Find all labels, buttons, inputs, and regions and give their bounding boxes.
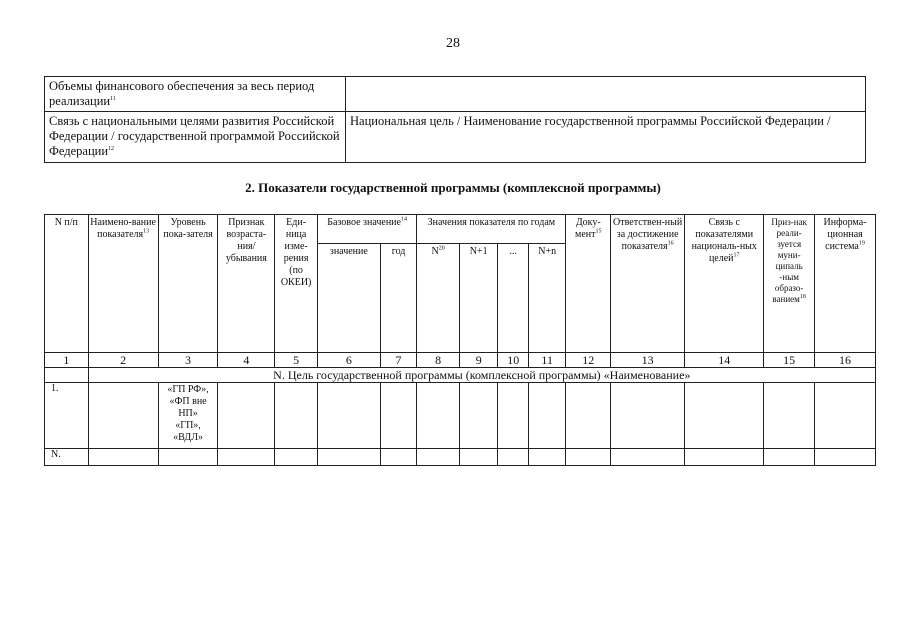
goal-row-title: N. Цель государственной программы (комплексной программы) «Наименование» <box>88 368 875 383</box>
table-cell <box>611 383 685 449</box>
col-header-national-link-text: Связь с показателями националь-ных целей <box>691 217 757 264</box>
col-header-number: N п/п <box>45 215 89 353</box>
table-cell <box>764 449 815 466</box>
column-numbers-row <box>45 353 876 368</box>
info-label <box>45 77 346 112</box>
column-number: 13 <box>611 353 685 368</box>
col-header-responsible-text: Ответствен-ный за достижение показателя <box>613 217 683 252</box>
level-value: «ФП вне НП» <box>169 396 207 419</box>
table-cell <box>417 449 460 466</box>
table-cell <box>764 383 815 449</box>
table-cell <box>685 383 764 449</box>
column-number: 3 <box>158 353 218 368</box>
footnote-ref: 20 <box>438 245 445 252</box>
col-header-level: Уровень пока-зателя <box>158 215 218 353</box>
footnote-ref: 11 <box>110 95 116 102</box>
row-number: 1. <box>45 383 89 449</box>
info-label <box>45 112 346 163</box>
footnote-ref: 19 <box>858 240 865 247</box>
table-cell <box>417 383 460 449</box>
table-cell <box>88 449 158 466</box>
col-header-year-n <box>417 244 460 353</box>
col-header-year-dots: ... <box>498 244 528 353</box>
col-header-values-group: Значения показателя по годам <box>417 215 566 244</box>
col-header-document <box>566 215 611 353</box>
column-number: 1 <box>45 353 89 368</box>
goal-row <box>45 368 876 383</box>
col-header-document-text: Доку-мент <box>575 217 601 240</box>
footnote-ref: 16 <box>667 240 674 247</box>
column-number: 15 <box>764 353 815 368</box>
table-cell <box>498 449 528 466</box>
info-value: Национальная цель / Наименование государственной программы Российской Федерации / <box>346 112 866 163</box>
section-title: 2. Показатели государственной программы (комплексной программы) <box>245 180 661 195</box>
level-value: «ГП», <box>175 420 201 431</box>
table-row <box>45 383 876 449</box>
table-cell <box>218 383 275 449</box>
col-header-year-n-text: N <box>431 246 439 257</box>
column-number: 16 <box>815 353 876 368</box>
header-row-1 <box>45 215 876 244</box>
table-cell <box>380 383 417 449</box>
row-number: N. <box>45 449 89 466</box>
column-number: 11 <box>528 353 566 368</box>
table-cell <box>88 383 158 449</box>
table-cell <box>275 383 318 449</box>
footnote-ref: 17 <box>733 252 740 259</box>
table-cell <box>459 383 498 449</box>
table-cell <box>218 449 275 466</box>
info-label-text: Связь с национальными целями развития Российской Федерации / государственной программой Российской Федерации <box>49 114 340 158</box>
table-cell <box>498 383 528 449</box>
table-cell <box>275 449 318 466</box>
col-header-base-value: значение <box>317 244 380 353</box>
table-cell <box>815 449 876 466</box>
info-value <box>346 77 866 112</box>
info-row-national-goals <box>45 112 866 163</box>
info-table <box>44 76 866 163</box>
col-header-responsible <box>611 215 685 353</box>
table-cell <box>566 449 611 466</box>
col-header-unit: Еди-ница изме-рения (по ОКЕИ) <box>275 215 318 353</box>
level-value: «ГП РФ», <box>167 384 209 395</box>
page-number: 28 <box>446 36 460 51</box>
table-cell <box>566 383 611 449</box>
column-number: 8 <box>417 353 460 368</box>
column-number: 10 <box>498 353 528 368</box>
goal-row-spacer <box>45 368 89 383</box>
column-number: 6 <box>317 353 380 368</box>
col-header-base-group <box>317 215 416 244</box>
table-cell <box>815 383 876 449</box>
column-number: 9 <box>459 353 498 368</box>
table-cell <box>685 449 764 466</box>
col-header-base-year: год <box>380 244 417 353</box>
col-header-base-group-text: Базовое значение <box>327 217 401 228</box>
column-number: 14 <box>685 353 764 368</box>
col-header-municipal-text: Приз-нак реали-зуется муни-ципаль -ным образо-ванием <box>771 217 807 304</box>
footnote-ref: 15 <box>595 228 602 235</box>
footnote-ref: 18 <box>799 294 806 300</box>
column-number: 12 <box>566 353 611 368</box>
indicators-table <box>44 214 876 466</box>
info-label-text: Объемы финансового обеспечения за весь период реализации <box>49 79 315 108</box>
footnote-ref: 13 <box>143 228 150 235</box>
table-cell <box>459 449 498 466</box>
col-header-info-system-text: Информа-ционная система <box>823 217 867 252</box>
col-header-national-link <box>685 215 764 353</box>
footnote-ref: 12 <box>108 145 115 152</box>
table-cell <box>317 383 380 449</box>
col-header-name-text: Наимено-вание показателя <box>90 217 156 240</box>
col-header-year-n1: N+1 <box>459 244 498 353</box>
table-cell <box>158 449 218 466</box>
column-number: 5 <box>275 353 318 368</box>
table-row <box>45 449 876 466</box>
column-number: 4 <box>218 353 275 368</box>
col-header-trend: Признак возраста-ния/ убывания <box>218 215 275 353</box>
footnote-ref: 14 <box>400 216 407 223</box>
table-cell <box>380 449 417 466</box>
info-row-financing <box>45 77 866 112</box>
row-level <box>158 383 218 449</box>
col-header-info-system <box>815 215 876 353</box>
col-header-name <box>88 215 158 353</box>
table-cell <box>611 449 685 466</box>
column-number: 7 <box>380 353 417 368</box>
col-header-municipal <box>764 215 815 353</box>
table-cell <box>528 383 566 449</box>
col-header-year-nn: N+n <box>528 244 566 353</box>
table-cell <box>528 449 566 466</box>
level-value: «ВДЛ» <box>173 432 203 443</box>
column-number: 2 <box>88 353 158 368</box>
table-cell <box>317 449 380 466</box>
